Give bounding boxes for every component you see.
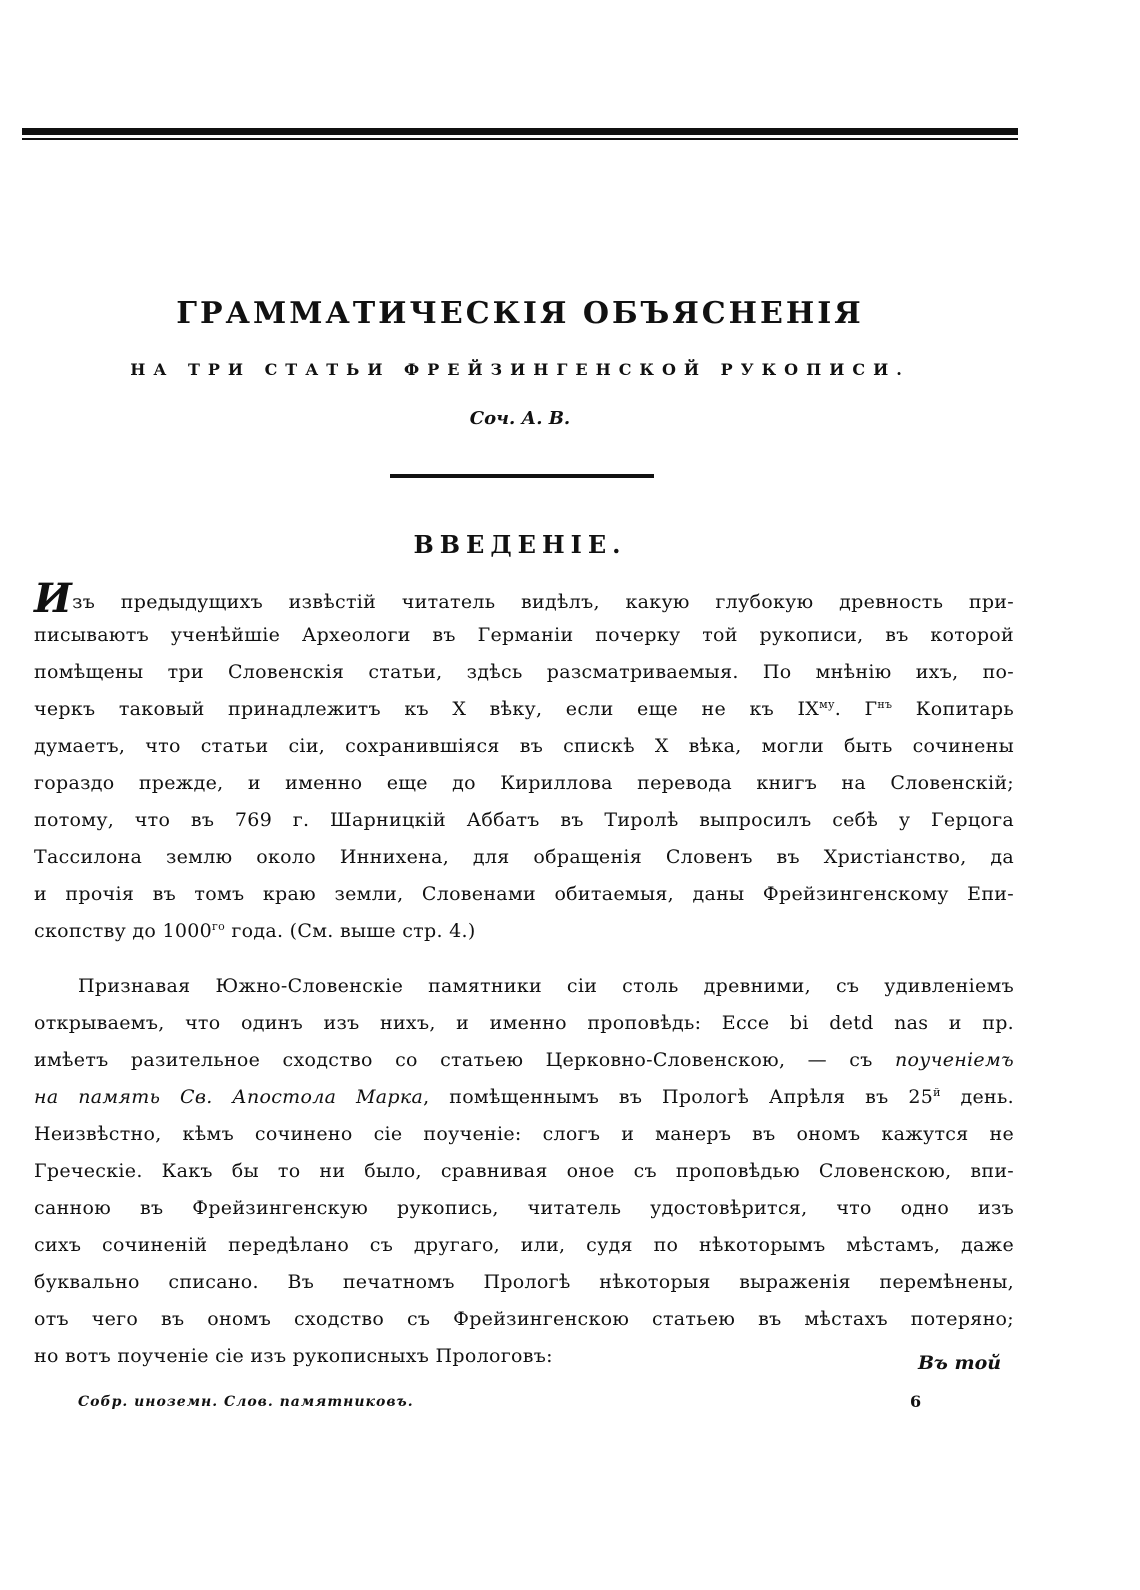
author-line: Соч. А. В. (469, 408, 571, 429)
text-line: Тассилона землю около Иннихена, для обращенія Словенъ въ Христіанство, да (34, 846, 1014, 868)
text-line: гораздо прежде, и именно еще до Кириллова перевода книгъ на Словенскій; (34, 772, 1014, 794)
drop-cap: И (34, 575, 73, 622)
text-line: сихъ сочиненій передѣлано съ другаго, или, судя по нѣкоторымъ мѣстамъ, даже (34, 1234, 1014, 1256)
section-divider (390, 474, 654, 478)
text-line: Признавая Южно-Словенскіе памятники сіи столь древними, съ удивленіемъ (78, 975, 1014, 997)
text-line: открываемъ, что одинъ изъ нихъ, и именно проповѣдь: Ecce bi detd nas и пр. (34, 1012, 1014, 1034)
footer-signature: Собр. иноземн. Слов. памятниковъ. (78, 1394, 414, 1410)
text-line: потому, что въ 769 г. Шарницкій Аббатъ въ Тиролѣ выпросилъ себѣ у Герцога (34, 809, 1014, 831)
top-double-rule (22, 128, 1018, 140)
text-line: Неизвѣстно, кѣмъ сочинено сіе поученіе: слогъ и манеръ въ ономъ кажутся не (34, 1123, 1014, 1145)
paragraph-2 (34, 968, 1014, 1375)
catchword: Въ той (918, 1352, 1002, 1374)
text-line: Изъ предыдущихъ извѣстій читатель видѣлъ, какую глубокую древность при- (34, 575, 1014, 622)
text-line: отъ чего въ ономъ сходство съ Фрейзингенскою статьею въ мѣстахъ потеряно; (34, 1308, 1014, 1330)
text-line: на память Св. Апостола Марка, помѣщеннымъ въ Прологѣ Апрѣля въ $25^й$ день. (34, 1086, 1014, 1108)
text-line: писываютъ ученѣйшіе Археологи въ Германіи почерку той рукописи, въ которой (34, 624, 1014, 646)
text-line: скопству до $1000^{го}$ года. (См. выше стр. 4.) (34, 920, 476, 942)
paragraph-1 (34, 575, 1015, 950)
text-line: и прочія въ томъ краю земли, Словенами обитаемыя, даны Фрейзингенскому Епи- (34, 883, 1014, 905)
text-line: буквально списано. Въ печатномъ Прологѣ нѣкоторыя выраженія перемѣнены, (34, 1271, 1014, 1293)
text-line: но вотъ поученіе сіе изъ рукописныхъ Прологовъ: (34, 1345, 553, 1367)
text-line: имѣетъ разительное сходство со статьею Церковно-Словенскою, — съ поученіемъ (34, 1049, 1014, 1071)
page-title: ГРАММАТИЧЕСКІЯ ОБЪЯСНЕНІЯ (176, 296, 864, 331)
page-subtitle: НА ТРИ СТАТЬИ ФРЕЙЗИНГЕНСКОЙ РУКОПИСИ. (130, 360, 910, 379)
signature-number: 6 (910, 1392, 922, 1411)
text-line: помѣщены три Словенскія статьи, здѣсь разсматриваемыя. По мнѣнію ихъ, по- (34, 661, 1014, 683)
section-heading: ВВЕДЕНІЕ. (413, 530, 627, 559)
text-line: санною въ Фрейзингенскую рукопись, читатель удостовѣрится, что одно изъ (34, 1197, 1014, 1219)
text-line: черкъ таковый принадлежитъ къ X вѣку, если еще не къ $IX^{му}$. $Г^{нъ}$ Копитарь (34, 698, 1015, 720)
text-line: думаетъ, что статьи сіи, сохранившіяся въ спискѣ X вѣка, могли быть сочинены (34, 735, 1014, 757)
text-line: Греческіе. Какъ бы то ни было, сравнивая оное съ проповѣдью Словенскою, впи- (34, 1160, 1014, 1182)
